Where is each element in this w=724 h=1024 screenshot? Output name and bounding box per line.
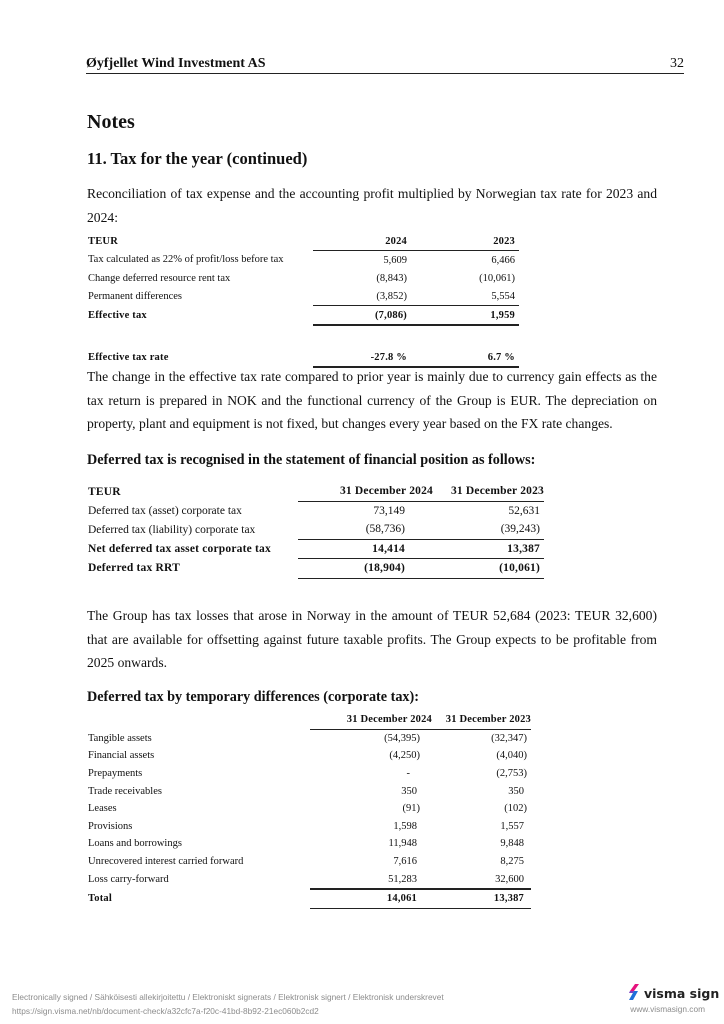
row-label: Effective tax rate xyxy=(88,352,169,363)
rate-explanation-paragraph: The change in the effective tax rate compared to prior year is mainly due to currency gain effects as the tax return is prepared in NOK and the functional currency of the Group is EUR. The depreciation on property, plant and equipment is not fixed, but changes every year based on the FX rate changes. xyxy=(87,369,657,431)
row-label: Total xyxy=(88,892,112,904)
value-2024: (7,086) xyxy=(313,306,421,326)
value-2023: (102) xyxy=(504,803,527,815)
value-2023: (10,061) xyxy=(433,559,544,579)
row-label: Unrecovered interest carried forward xyxy=(88,856,244,868)
column-header: 31 December 2024 xyxy=(298,482,433,501)
row-label: Net deferred tax asset corporate tax xyxy=(88,542,271,555)
value-2023: 6,466 xyxy=(491,254,515,266)
value-2023: (39,243) xyxy=(433,520,544,539)
value-2024: 1,598 xyxy=(393,820,417,832)
value-2023: 1,959 xyxy=(421,306,519,326)
row-label: Deferred tax (liability) corporate tax xyxy=(88,523,256,536)
temporary-differences-table xyxy=(88,711,531,909)
value-2023: 5,554 xyxy=(421,287,519,306)
value-2024: - xyxy=(406,768,410,780)
table-row xyxy=(88,853,531,871)
temporary-differences-heading: Deferred tax by temporary differences (corporate tax): xyxy=(87,689,419,705)
visma-sign-brand xyxy=(628,984,719,1003)
value-2023: (2,753) xyxy=(496,768,527,780)
value-2024: 51,283 xyxy=(310,870,432,889)
row-label: Deferred tax RRT xyxy=(88,562,180,575)
table-row xyxy=(88,870,531,889)
financial-position-table xyxy=(88,482,544,579)
notes-title: Notes xyxy=(87,111,135,133)
financial-position-heading: Deferred tax is recognised in the statement of financial position as follows: xyxy=(87,452,536,468)
reconciliation-table xyxy=(88,232,519,368)
page-header xyxy=(86,56,684,74)
value-2024: (58,736) xyxy=(298,520,433,539)
value-2023: 13,387 xyxy=(432,889,531,908)
value-2024: 7,616 xyxy=(393,856,417,868)
table-row xyxy=(88,835,531,853)
visma-sign-logo-icon xyxy=(628,984,640,1003)
value-2023: 9,848 xyxy=(500,838,524,850)
value-2024: 11,948 xyxy=(388,838,417,850)
value-2024: 14,061 xyxy=(310,889,432,908)
value-2023: 52,631 xyxy=(508,504,540,517)
value-2024: 350 xyxy=(401,785,417,797)
column-header xyxy=(88,711,310,729)
value-2024: (4,250) xyxy=(389,750,420,762)
row-label: Prepayments xyxy=(88,768,143,780)
column-header: 31 December 2023 xyxy=(433,482,544,501)
value-2024: (8,843) xyxy=(376,272,407,284)
value-2023: 8,275 xyxy=(500,856,524,868)
row-label: Tangible assets xyxy=(88,732,152,744)
column-header: 31 December 2024 xyxy=(310,711,432,729)
value-2024: 14,414 xyxy=(298,539,433,559)
value-2024: 73,149 xyxy=(373,504,405,517)
row-label: Tax calculated as 22% of profit/loss before tax xyxy=(88,254,284,266)
row-label: Change deferred resource rent tax xyxy=(88,272,231,284)
brand-name: visma sign xyxy=(644,986,720,1001)
column-header: TEUR xyxy=(88,485,121,498)
value-2023: (4,040) xyxy=(496,750,527,762)
row-label: Leases xyxy=(88,803,117,815)
row-label: Loans and borrowings xyxy=(88,838,182,850)
page-number: 32 xyxy=(670,56,684,71)
row-label: Deferred tax (asset) corporate tax xyxy=(88,504,242,517)
value-2024: (54,395) xyxy=(384,732,420,744)
row-label: Loss carry-forward xyxy=(88,874,169,886)
spacer-row xyxy=(88,325,519,348)
intro-paragraph: Reconciliation of tax expense and the accounting profit multiplied by Norwegian tax rate for 2023 and 2024: xyxy=(87,186,657,225)
row-label: Permanent differences xyxy=(88,290,182,302)
row-label: Trade receivables xyxy=(88,785,162,797)
total-row xyxy=(88,889,531,908)
table-row xyxy=(88,747,531,765)
table-row xyxy=(88,782,531,800)
rrt-row xyxy=(88,559,544,579)
table-header-row xyxy=(88,482,544,501)
table-header-row xyxy=(88,711,531,729)
table-row xyxy=(88,269,519,287)
value-2023: 6.7 % xyxy=(421,348,519,367)
value-2024: 5,609 xyxy=(383,254,407,266)
table-header-row xyxy=(88,232,519,251)
table-row xyxy=(88,501,544,520)
column-header: 2023 xyxy=(421,232,519,251)
value-2023: 350 xyxy=(508,785,524,797)
value-2024: (18,904) xyxy=(298,559,433,579)
column-header: TEUR xyxy=(88,235,118,247)
table-row xyxy=(88,818,531,836)
value-2023: 1,557 xyxy=(500,820,524,832)
company-name: Øyfjellet Wind Investment AS xyxy=(86,56,266,71)
row-label: Financial assets xyxy=(88,750,155,762)
total-row xyxy=(88,306,519,326)
table-row xyxy=(88,520,544,539)
value-2023: 13,387 xyxy=(433,539,544,559)
table-row xyxy=(88,729,531,747)
column-header: 31 December 2023 xyxy=(432,711,531,729)
value-2023: (10,061) xyxy=(479,272,515,284)
brand-url[interactable]: www.vismasign.com xyxy=(630,1004,705,1014)
net-row xyxy=(88,539,544,559)
value-2024: (91) xyxy=(402,803,420,815)
row-label: Provisions xyxy=(88,820,133,832)
value-2024: (3,852) xyxy=(313,287,421,306)
row-label: Effective tax xyxy=(88,309,147,321)
value-2023: 32,600 xyxy=(432,870,531,889)
value-2023: (32,347) xyxy=(491,732,527,744)
column-header: 2024 xyxy=(313,232,421,251)
signature-footer xyxy=(12,990,444,1018)
value-2024: -27.8 % xyxy=(313,348,421,367)
tax-losses-paragraph: The Group has tax losses that arose in Norway in the amount of TEUR 52,684 (2023: TEUR 32,600) that are available for offsetting against future taxable profits. The Group expects to be profitable from 2025 onwards. xyxy=(87,608,657,670)
section-title: 11. Tax for the year (continued) xyxy=(87,149,308,168)
signed-notice: Electronically signed / Sähköisesti allekirjoitettu / Elektroniskt signerats / Elektronisk signert / Elektronisk underskrevet xyxy=(12,992,444,1002)
table-row xyxy=(88,800,531,818)
verify-link[interactable]: https://sign.visma.net/nb/document-check/a32cfc7a-f20c-41bd-8b92-21ec060b2cd2 xyxy=(12,1006,319,1016)
table-row xyxy=(88,287,519,306)
table-row xyxy=(88,765,531,783)
table-row xyxy=(88,251,519,270)
